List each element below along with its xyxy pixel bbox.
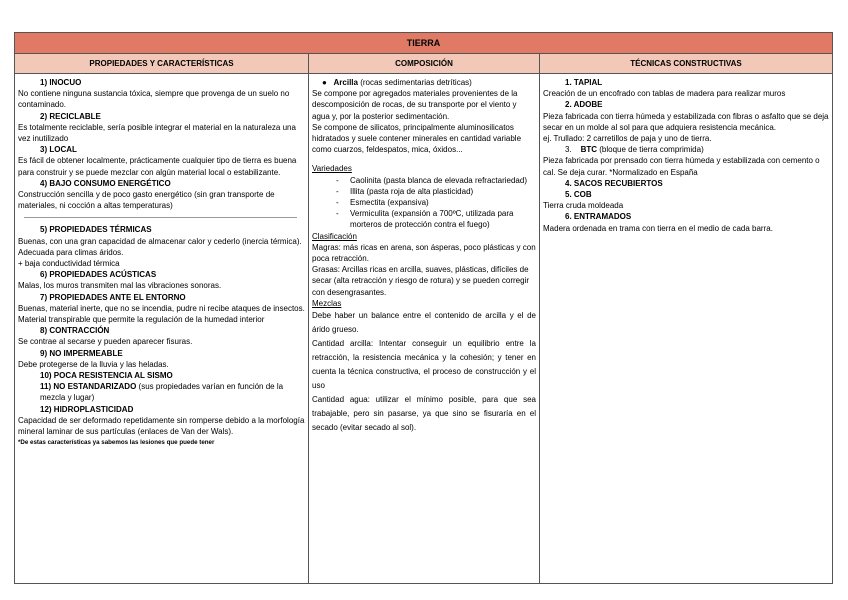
header-tecnicas: TÉCNICAS CONSTRUCTIVAS — [540, 54, 832, 74]
text-termicas-extra: + baja conductividad térmica — [18, 259, 120, 269]
text-cantidad-agua: Cantidad agua: utilizar el mínimo posible, para que sea trabajable, pero sin pasarse, ya que sino se fisuraría en el secado (evitar secado al sol). — [312, 395, 536, 433]
text-reciclable: Es totalmente reciclable, sería posible integrar el material en la naturaleza una vez inutilizado — [18, 122, 296, 144]
heading-inocuo: 1) INOCUO — [40, 78, 82, 87]
heading-termicas: 5) PROPIEDADES TÉRMICAS — [40, 225, 152, 235]
heading-estandarizado: 11) NO ESTANDARIZADO — [40, 382, 137, 392]
heading-cob: 5. COB — [565, 190, 592, 200]
text-inocuo: No contiene ninguna sustancia tóxica, siempre que provenga de un suelo no contaminado. — [18, 89, 290, 110]
text-termicas: Buenas, con una gran capacidad de almacenar calor y cederlo (inercia térmica). Adecuada para climas áridos. — [18, 236, 302, 257]
heading-adobe: 2. ADOBE — [565, 100, 603, 110]
heading-contraccion: 8) CONTRACCIÓN — [40, 326, 110, 336]
techniques-column — [540, 75, 832, 583]
heading-btc-rest: (bloque de tierra comprimida) — [597, 145, 704, 155]
heading-tapial: 1. TAPIAL — [565, 78, 603, 87]
heading-entorno: 7) PROPIEDADES ANTE EL ENTORNO — [40, 292, 186, 302]
heading-hidroplasticidad: 12) HIDROPLASTICIDAD — [40, 404, 134, 414]
heading-local: 3) LOCAL — [40, 145, 77, 155]
paragraph-silicatos: Se compone de silicatos, principalmente aluminosilicatos hidratados y suele contener minerales en cantidad variable como cuarzos, feldespatos, mica, óxidos... — [312, 122, 522, 155]
dash-icon: - — [336, 175, 339, 185]
text-local: Es fácil de obtener localmente, prácticamente cualquier tipo de tierra es buena para construir y se puede mezclar con algún material local o estabilizante. — [18, 156, 297, 177]
heading-impermeable: 9) NO IMPERMEABLE — [40, 348, 123, 358]
text-bajo-consumo: Construcción sencilla y de poco gasto energético (sin gran transporte de materiales, ni cocción a altas temperaturas) — [18, 190, 275, 211]
bullet-rest: (rocas sedimentarias detríticas) — [357, 78, 472, 87]
composition-column — [309, 75, 539, 583]
text-mezclas-balance: Debe haber un balance entre el contenido de arcilla y el de árido grueso. — [312, 311, 536, 335]
text-adobe: Pieza fabricada con tierra húmeda y estabilizada con fibras o asfalto que se deja secar en un molde al sol para que adquiera resistencia mecánica. — [543, 111, 829, 132]
text-impermeable: Debe protegerse de la lluvia y las heladas. — [18, 359, 169, 369]
list-item: - Illita (pasta roja de alta plasticidad) — [336, 186, 474, 196]
paragraph-agregados: Se compone por agregados materiales provenientes de la descomposición de rocas, de su transporte por el viento y agua y, por la posterior sedimentación. — [312, 89, 518, 121]
text-estandarizado: (sus propiedades varían en función de la mezcla y lugar) — [40, 382, 284, 403]
text-entorno: Buenas, material inerte, que no se incendia, pudre ni recibe ataques de insectos. Material transpirable que permite la regulación de la humedad interior — [18, 303, 305, 325]
heading-sismo: 10) POCA RESISTENCIA AL SISMO — [40, 371, 173, 381]
heading-acusticas: 6) PROPIEDADES ACÚSTICAS — [40, 270, 157, 280]
text-acusticas: Malas, los muros transmiten mal las vibraciones sonoras. — [18, 281, 222, 291]
bullet-arcilla — [312, 77, 536, 88]
heading-bajo-consumo: 4) BAJO CONSUMO ENERGÉTICO — [40, 178, 171, 188]
clasificacion-title: Clasificación — [312, 231, 357, 241]
text-btc: Pieza fabricada por prensado con tierra húmeda y estabilizada con cemento o cal. Se deja curar. *Normalizado en España — [543, 156, 820, 177]
text-adobe-ejemplo: ej. Trullado: 2 carretillos de paja y uno de tierra. — [543, 134, 712, 144]
list-item: - Caolinita (pasta blanca de elevada refractariedad) — [336, 175, 527, 185]
table — [14, 32, 833, 584]
item-btc — [543, 144, 829, 155]
header-propiedades: PROPIEDADES Y CARACTERÍSTICAS — [15, 54, 308, 74]
dash-icon: - — [336, 186, 339, 196]
text-entramados: Madera ordenada en trama con tierra en el medio de cada barra. — [543, 223, 773, 233]
dash-icon: - — [336, 209, 339, 219]
properties-column — [15, 75, 308, 583]
text-grasas: Grasas: Arcillas ricas en arcilla, suaves, plásticas, difíciles de secar (alta retracción y riesgo de rotura) y se pueden corregir con desengrasantes. — [312, 265, 529, 297]
text-cantidad-arcilla: Cantidad arcilla: Intentar conseguir un equilibrio entre la retracción, la resistencia mecánica y la cohesión; y tener en cuenta la técnica constructiva, el proceso de construcción y el uso — [312, 339, 536, 391]
text-hidroplasticidad: Capacidad de ser deformado repetidamente sin romperse debido a la morfología mineral laminar de sus partículas (enlaces de Van der Wals). — [18, 415, 305, 437]
footnote: *De estas características ya sabemos las lesiones que puede tener — [18, 439, 215, 447]
dash-icon: - — [336, 198, 339, 208]
text-tapial: Creación de un encofrado con tablas de madera para realizar muros — [543, 89, 786, 99]
bullet-icon: ● — [322, 78, 327, 87]
table-title: TIERRA — [15, 33, 832, 54]
heading-reciclable: 2) RECICLABLE — [40, 111, 101, 121]
heading-entramados: 6. ENTRAMADOS — [565, 212, 632, 222]
list-item: - Esmectita (expansiva) — [336, 198, 429, 208]
number-btc: 3. — [565, 145, 572, 155]
heading-sacos: 4. SACOS RECUBIERTOS — [565, 178, 663, 188]
bullet-label: Arcilla — [333, 78, 358, 87]
mezclas-title: Mezclas — [312, 298, 342, 308]
heading-btc: BTC — [580, 145, 598, 155]
list-item: - Vermiculita (expansión a 700ºC, utilizada para morteros de protección contra el fuego) — [336, 209, 514, 230]
text-cob: Tierra cruda moldeada — [543, 201, 624, 211]
variedades-title: Variedades — [312, 164, 352, 174]
item-estandarizado — [18, 381, 305, 403]
text-magras: Magras: más ricas en arena, son ásperas, poco plásticas y con poca retracción. — [312, 242, 536, 264]
text-contraccion: Se contrae al secarse y pueden aparecer fisuras. — [18, 337, 193, 347]
header-composicion: COMPOSICIÓN — [309, 54, 539, 74]
section-divider — [24, 217, 297, 218]
